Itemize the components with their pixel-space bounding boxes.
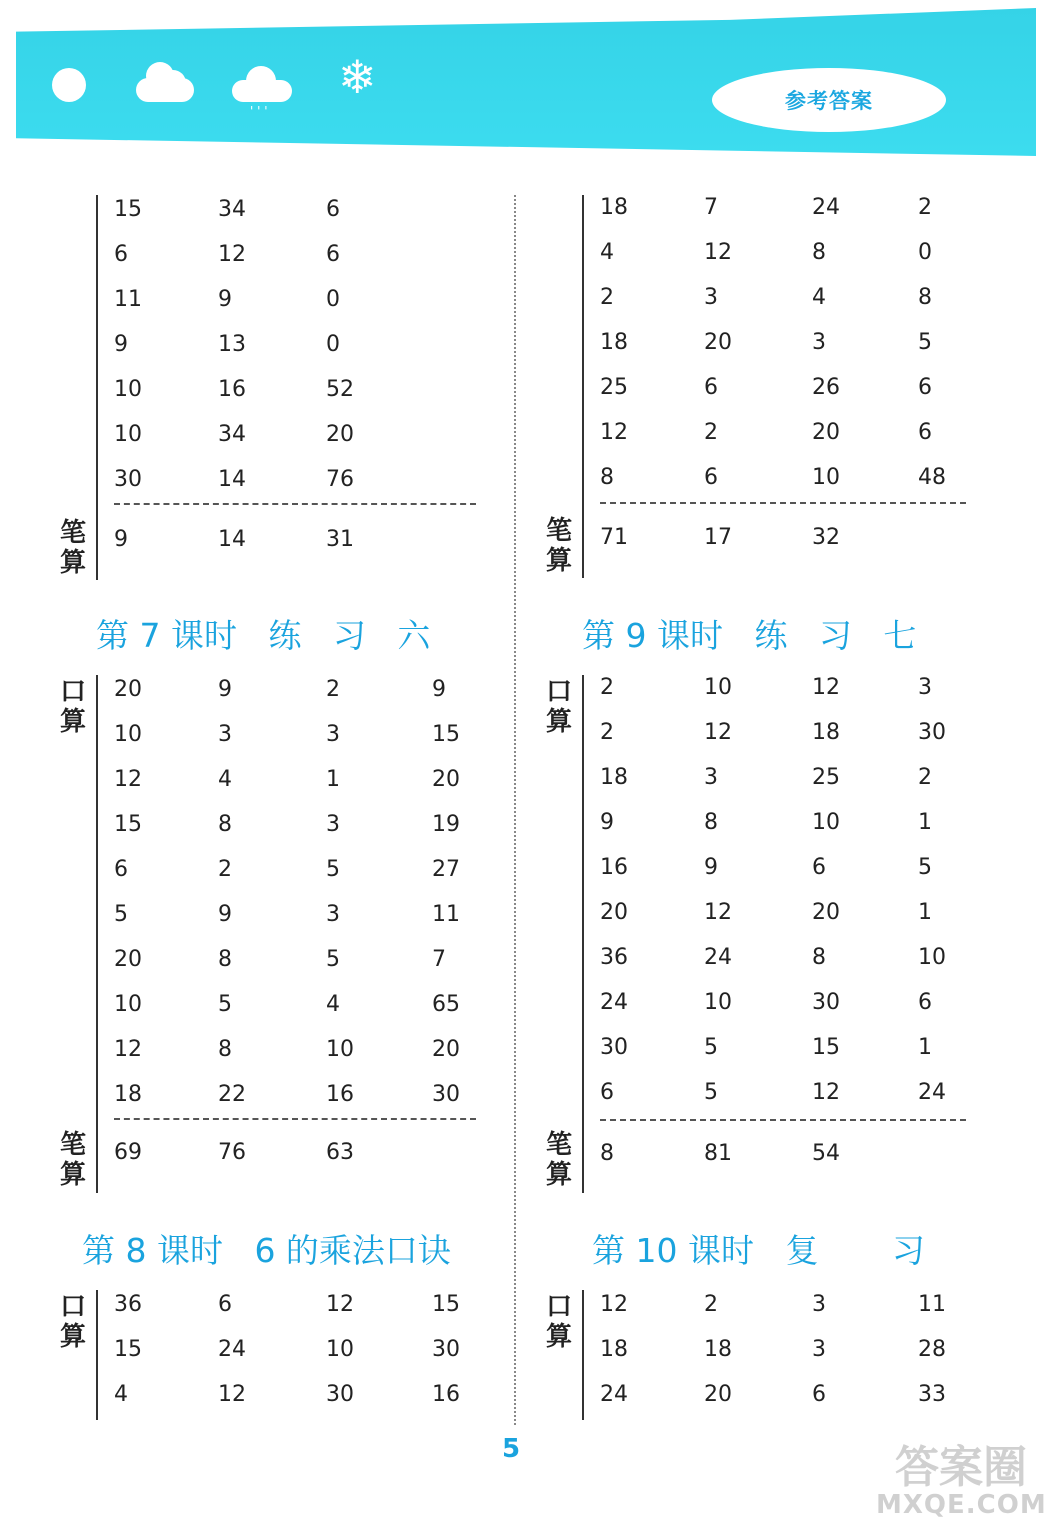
answer-value: 24	[600, 1382, 628, 1407]
answer-value: 6	[918, 420, 932, 445]
divider-dashed	[600, 502, 966, 504]
answer-value: 12	[218, 242, 246, 267]
answer-value: 52	[326, 377, 354, 402]
answer-value: 6	[326, 197, 340, 222]
divider-dashed	[114, 503, 476, 505]
answer-value: 25	[600, 375, 628, 400]
answer-value: 26	[812, 375, 840, 400]
answer-value: 10	[918, 945, 946, 970]
answer-value: 18	[114, 1082, 142, 1107]
answer-value: 18	[600, 1337, 628, 1362]
answer-value: 2	[218, 857, 232, 882]
answer-value: 2	[918, 195, 932, 220]
answer-value: 14	[218, 467, 246, 492]
bisuan-label: 笔算	[59, 518, 86, 578]
kousuan-label: 口算	[59, 677, 86, 737]
answer-value: 10	[326, 1037, 354, 1062]
answer-value: 14	[218, 527, 246, 552]
answer-value: 8	[812, 240, 826, 265]
answer-value: 12	[600, 420, 628, 445]
answer-value: 3	[704, 285, 718, 310]
answer-value: 12	[812, 1080, 840, 1105]
answer-value: 11	[114, 287, 142, 312]
answer-value: 10	[704, 990, 732, 1015]
bisuan-label: 笔算	[59, 1130, 86, 1190]
answer-value: 6	[812, 855, 826, 880]
answer-value: 8	[918, 285, 932, 310]
answer-value: 12	[704, 900, 732, 925]
answer-value: 6	[918, 990, 932, 1015]
answer-value: 18	[812, 720, 840, 745]
answer-value: 5	[326, 857, 340, 882]
answer-value: 18	[704, 1337, 732, 1362]
answer-value: 20	[704, 330, 732, 355]
column-divider	[514, 195, 516, 1425]
answer-value: 15	[432, 722, 460, 747]
answer-value: 12	[812, 675, 840, 700]
answer-value: 65	[432, 992, 460, 1017]
answer-value: 12	[218, 1382, 246, 1407]
answer-value: 12	[326, 1292, 354, 1317]
answer-value: 15	[432, 1292, 460, 1317]
answer-value: 1	[918, 1035, 932, 1060]
answer-value: 12	[704, 240, 732, 265]
answer-value: 30	[812, 990, 840, 1015]
lesson10-title: 第 10 课时 复 习	[592, 1231, 925, 1270]
left-rule	[96, 1290, 98, 1420]
answer-value: 20	[812, 900, 840, 925]
answer-value: 27	[432, 857, 460, 882]
answer-value: 30	[326, 1382, 354, 1407]
lesson8-title: 第 8 课时 6 的乘法口诀	[82, 1231, 451, 1270]
answer-value: 5	[326, 947, 340, 972]
answer-value: 30	[432, 1082, 460, 1107]
answer-value: 6	[326, 242, 340, 267]
snowflake-icon: ❄	[338, 50, 377, 104]
answer-value: 11	[918, 1292, 946, 1317]
answer-value: 76	[326, 467, 354, 492]
answer-value: 36	[600, 945, 628, 970]
answer-value: 34	[218, 422, 246, 447]
answer-value: 0	[326, 332, 340, 357]
answer-value: 15	[812, 1035, 840, 1060]
left-rule	[96, 195, 98, 580]
answer-value: 31	[326, 527, 354, 552]
answer-value: 10	[114, 992, 142, 1017]
answer-value: 2	[704, 1292, 718, 1317]
answer-value: 24	[918, 1080, 946, 1105]
answer-value: 3	[326, 812, 340, 837]
answer-value: 30	[600, 1035, 628, 1060]
answer-value: 24	[600, 990, 628, 1015]
answer-value: 4	[218, 767, 232, 792]
answer-value: 32	[812, 525, 840, 550]
answer-value: 8	[600, 465, 614, 490]
answer-value: 10	[114, 377, 142, 402]
answer-value: 12	[704, 720, 732, 745]
answer-value: 22	[218, 1082, 246, 1107]
answer-value: 20	[432, 767, 460, 792]
answer-value: 8	[812, 945, 826, 970]
answer-value: 24	[218, 1337, 246, 1362]
divider-dashed	[600, 1119, 966, 1121]
answer-value: 34	[218, 197, 246, 222]
answer-value: 5	[918, 855, 932, 880]
left-rule	[582, 675, 584, 1193]
answer-value: 2	[600, 285, 614, 310]
answer-value: 10	[326, 1337, 354, 1362]
lesson7-title: 第 7 课时 练 习 六	[96, 616, 431, 655]
answer-value: 20	[812, 420, 840, 445]
answer-value: 3	[704, 765, 718, 790]
answer-value: 0	[326, 287, 340, 312]
page-number: 5	[502, 1434, 521, 1464]
answer-value: 1	[326, 767, 340, 792]
answer-value: 20	[114, 677, 142, 702]
answer-value: 28	[918, 1337, 946, 1362]
answer-value: 9	[432, 677, 446, 702]
answer-value: 9	[218, 287, 232, 312]
kousuan-label: 口算	[545, 677, 572, 737]
answer-value: 16	[600, 855, 628, 880]
answer-value: 15	[114, 812, 142, 837]
answer-value: 18	[600, 330, 628, 355]
answer-value: 20	[432, 1037, 460, 1062]
answer-value: 69	[114, 1140, 142, 1165]
answer-value: 7	[432, 947, 446, 972]
answer-value: 8	[704, 810, 718, 835]
answer-value: 30	[114, 467, 142, 492]
answer-value: 7	[704, 195, 718, 220]
answer-value: 8	[218, 812, 232, 837]
answer-value: 9	[114, 332, 128, 357]
answer-value: 30	[918, 720, 946, 745]
answer-value: 4	[326, 992, 340, 1017]
answer-value: 3	[326, 902, 340, 927]
answer-value: 9	[218, 902, 232, 927]
answer-value: 5	[704, 1080, 718, 1105]
answer-value: 8	[600, 1141, 614, 1166]
answer-value: 9	[600, 810, 614, 835]
answer-value: 12	[114, 1037, 142, 1062]
answer-badge: 参考答案	[712, 68, 946, 132]
answer-value: 6	[704, 465, 718, 490]
answer-value: 4	[600, 240, 614, 265]
watermark-url: MXQE.COM	[876, 1490, 1047, 1520]
answer-value: 48	[918, 465, 946, 490]
answer-value: 20	[114, 947, 142, 972]
answer-value: 9	[114, 527, 128, 552]
answer-value: 10	[704, 675, 732, 700]
answer-value: 10	[812, 465, 840, 490]
answer-value: 20	[326, 422, 354, 447]
kousuan-label: 口算	[59, 1292, 86, 1352]
answer-value: 6	[218, 1292, 232, 1317]
answer-value: 5	[218, 992, 232, 1017]
watermark-text: 答案圈	[895, 1442, 1027, 1493]
answer-value: 10	[114, 422, 142, 447]
sun-icon	[52, 68, 86, 102]
answer-value: 12	[114, 767, 142, 792]
answer-value: 6	[704, 375, 718, 400]
answer-value: 24	[812, 195, 840, 220]
answer-value: 16	[326, 1082, 354, 1107]
answer-value: 18	[600, 195, 628, 220]
answer-value: 5	[114, 902, 128, 927]
answer-value: 3	[812, 1337, 826, 1362]
answer-value: 15	[114, 1337, 142, 1362]
answer-value: 3	[326, 722, 340, 747]
answer-value: 6	[114, 857, 128, 882]
answer-value: 17	[704, 525, 732, 550]
left-rule	[582, 1290, 584, 1420]
answer-value: 1	[918, 810, 932, 835]
answer-value: 11	[432, 902, 460, 927]
answer-value: 10	[114, 722, 142, 747]
answer-value: 2	[600, 720, 614, 745]
answer-value: 20	[600, 900, 628, 925]
answer-value: 3	[218, 722, 232, 747]
answer-value: 6	[812, 1382, 826, 1407]
answer-value: 36	[114, 1292, 142, 1317]
bisuan-label: 笔算	[545, 516, 572, 576]
answer-value: 8	[218, 1037, 232, 1062]
answer-value: 9	[218, 677, 232, 702]
answer-value: 6	[114, 242, 128, 267]
answer-value: 76	[218, 1140, 246, 1165]
divider-dashed	[114, 1118, 476, 1120]
kousuan-label: 口算	[545, 1292, 572, 1352]
answer-value: 1	[918, 900, 932, 925]
answer-value: 6	[600, 1080, 614, 1105]
lesson9-title: 第 9 课时 练 习 七	[582, 616, 917, 655]
answer-value: 5	[704, 1035, 718, 1060]
answer-value: 4	[114, 1382, 128, 1407]
left-rule	[96, 675, 98, 1193]
answer-value: 0	[918, 240, 932, 265]
answer-value: 4	[812, 285, 826, 310]
answer-value: 18	[600, 765, 628, 790]
answer-value: 81	[704, 1141, 732, 1166]
left-rule	[582, 195, 584, 578]
answer-value: 3	[812, 1292, 826, 1317]
answer-value: 13	[218, 332, 246, 357]
answer-value: 63	[326, 1140, 354, 1165]
answer-value: 24	[704, 945, 732, 970]
answer-value: 3	[812, 330, 826, 355]
answer-value: 2	[918, 765, 932, 790]
answer-value: 3	[918, 675, 932, 700]
answer-value: 33	[918, 1382, 946, 1407]
answer-value: 9	[704, 855, 718, 880]
answer-value: 25	[812, 765, 840, 790]
answer-value: 19	[432, 812, 460, 837]
answer-value: 2	[704, 420, 718, 445]
answer-value: 2	[326, 677, 340, 702]
answer-value: 5	[918, 330, 932, 355]
answer-value: 30	[432, 1337, 460, 1362]
answer-value: 6	[918, 375, 932, 400]
answer-value: 16	[432, 1382, 460, 1407]
answer-value: 16	[218, 377, 246, 402]
watermark-logo	[876, 1442, 1047, 1530]
answer-value: 2	[600, 675, 614, 700]
answer-value: 15	[114, 197, 142, 222]
answer-value: 20	[704, 1382, 732, 1407]
answer-value: 8	[218, 947, 232, 972]
answer-value: 10	[812, 810, 840, 835]
bisuan-label: 笔算	[545, 1130, 572, 1190]
answer-value: 54	[812, 1141, 840, 1166]
answer-value: 71	[600, 525, 628, 550]
answer-value: 12	[600, 1292, 628, 1317]
